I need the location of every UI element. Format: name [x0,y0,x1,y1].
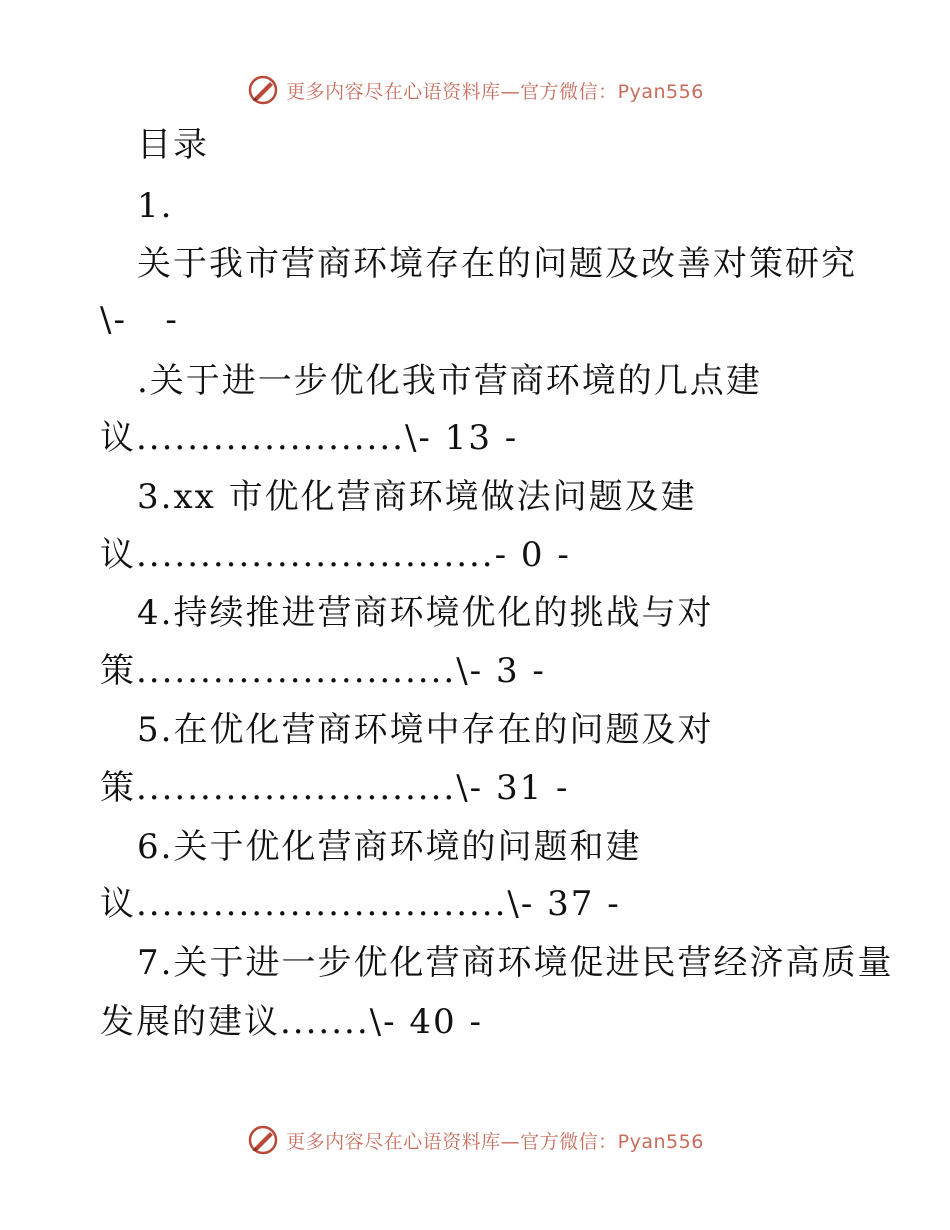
toc-heading: 目录 [137,125,209,165]
toc-line: 关于我市营商环境存在的问题及改善对策研究 [137,244,857,284]
toc-line: 4.持续推进营商环境优化的挑战与对 [137,593,714,633]
toc-line: 1. [137,186,174,226]
toc-line: 发展的建议.......\- 40 - [100,1002,483,1042]
toc-line: 策.........................\- 3 - [100,651,546,691]
toc-line: 议.....................\- 13 - [100,418,519,458]
toc-line: \- - [100,300,179,340]
toc-line: 7.关于进一步优化营商环境促进民营经济高质量 [137,943,894,983]
footer-watermark-banner [0,1120,950,1160]
toc-line: 议............................- 0 - [100,535,571,575]
toc-line: 议.............................\- 37 - [100,884,621,924]
pen-logo-icon [246,73,280,107]
toc-line: 3.xx 市优化营商环境做法问题及建 [137,477,697,517]
pen-logo-icon [246,1123,280,1157]
banner-text: 更多内容尽在心语资料库—官方微信：Pyan556 [286,1130,704,1153]
toc-line: .关于进一步优化我市营商环境的几点建 [137,361,762,401]
banner-text: 更多内容尽在心语资料库—官方微信：Pyan556 [286,80,704,103]
header-watermark-banner [0,70,950,110]
toc-line: 6.关于优化营商环境的问题和建 [137,827,642,867]
toc-line: 5.在优化营商环境中存在的问题及对 [137,710,714,750]
toc-line: 策.........................\- 31 - [100,768,570,808]
